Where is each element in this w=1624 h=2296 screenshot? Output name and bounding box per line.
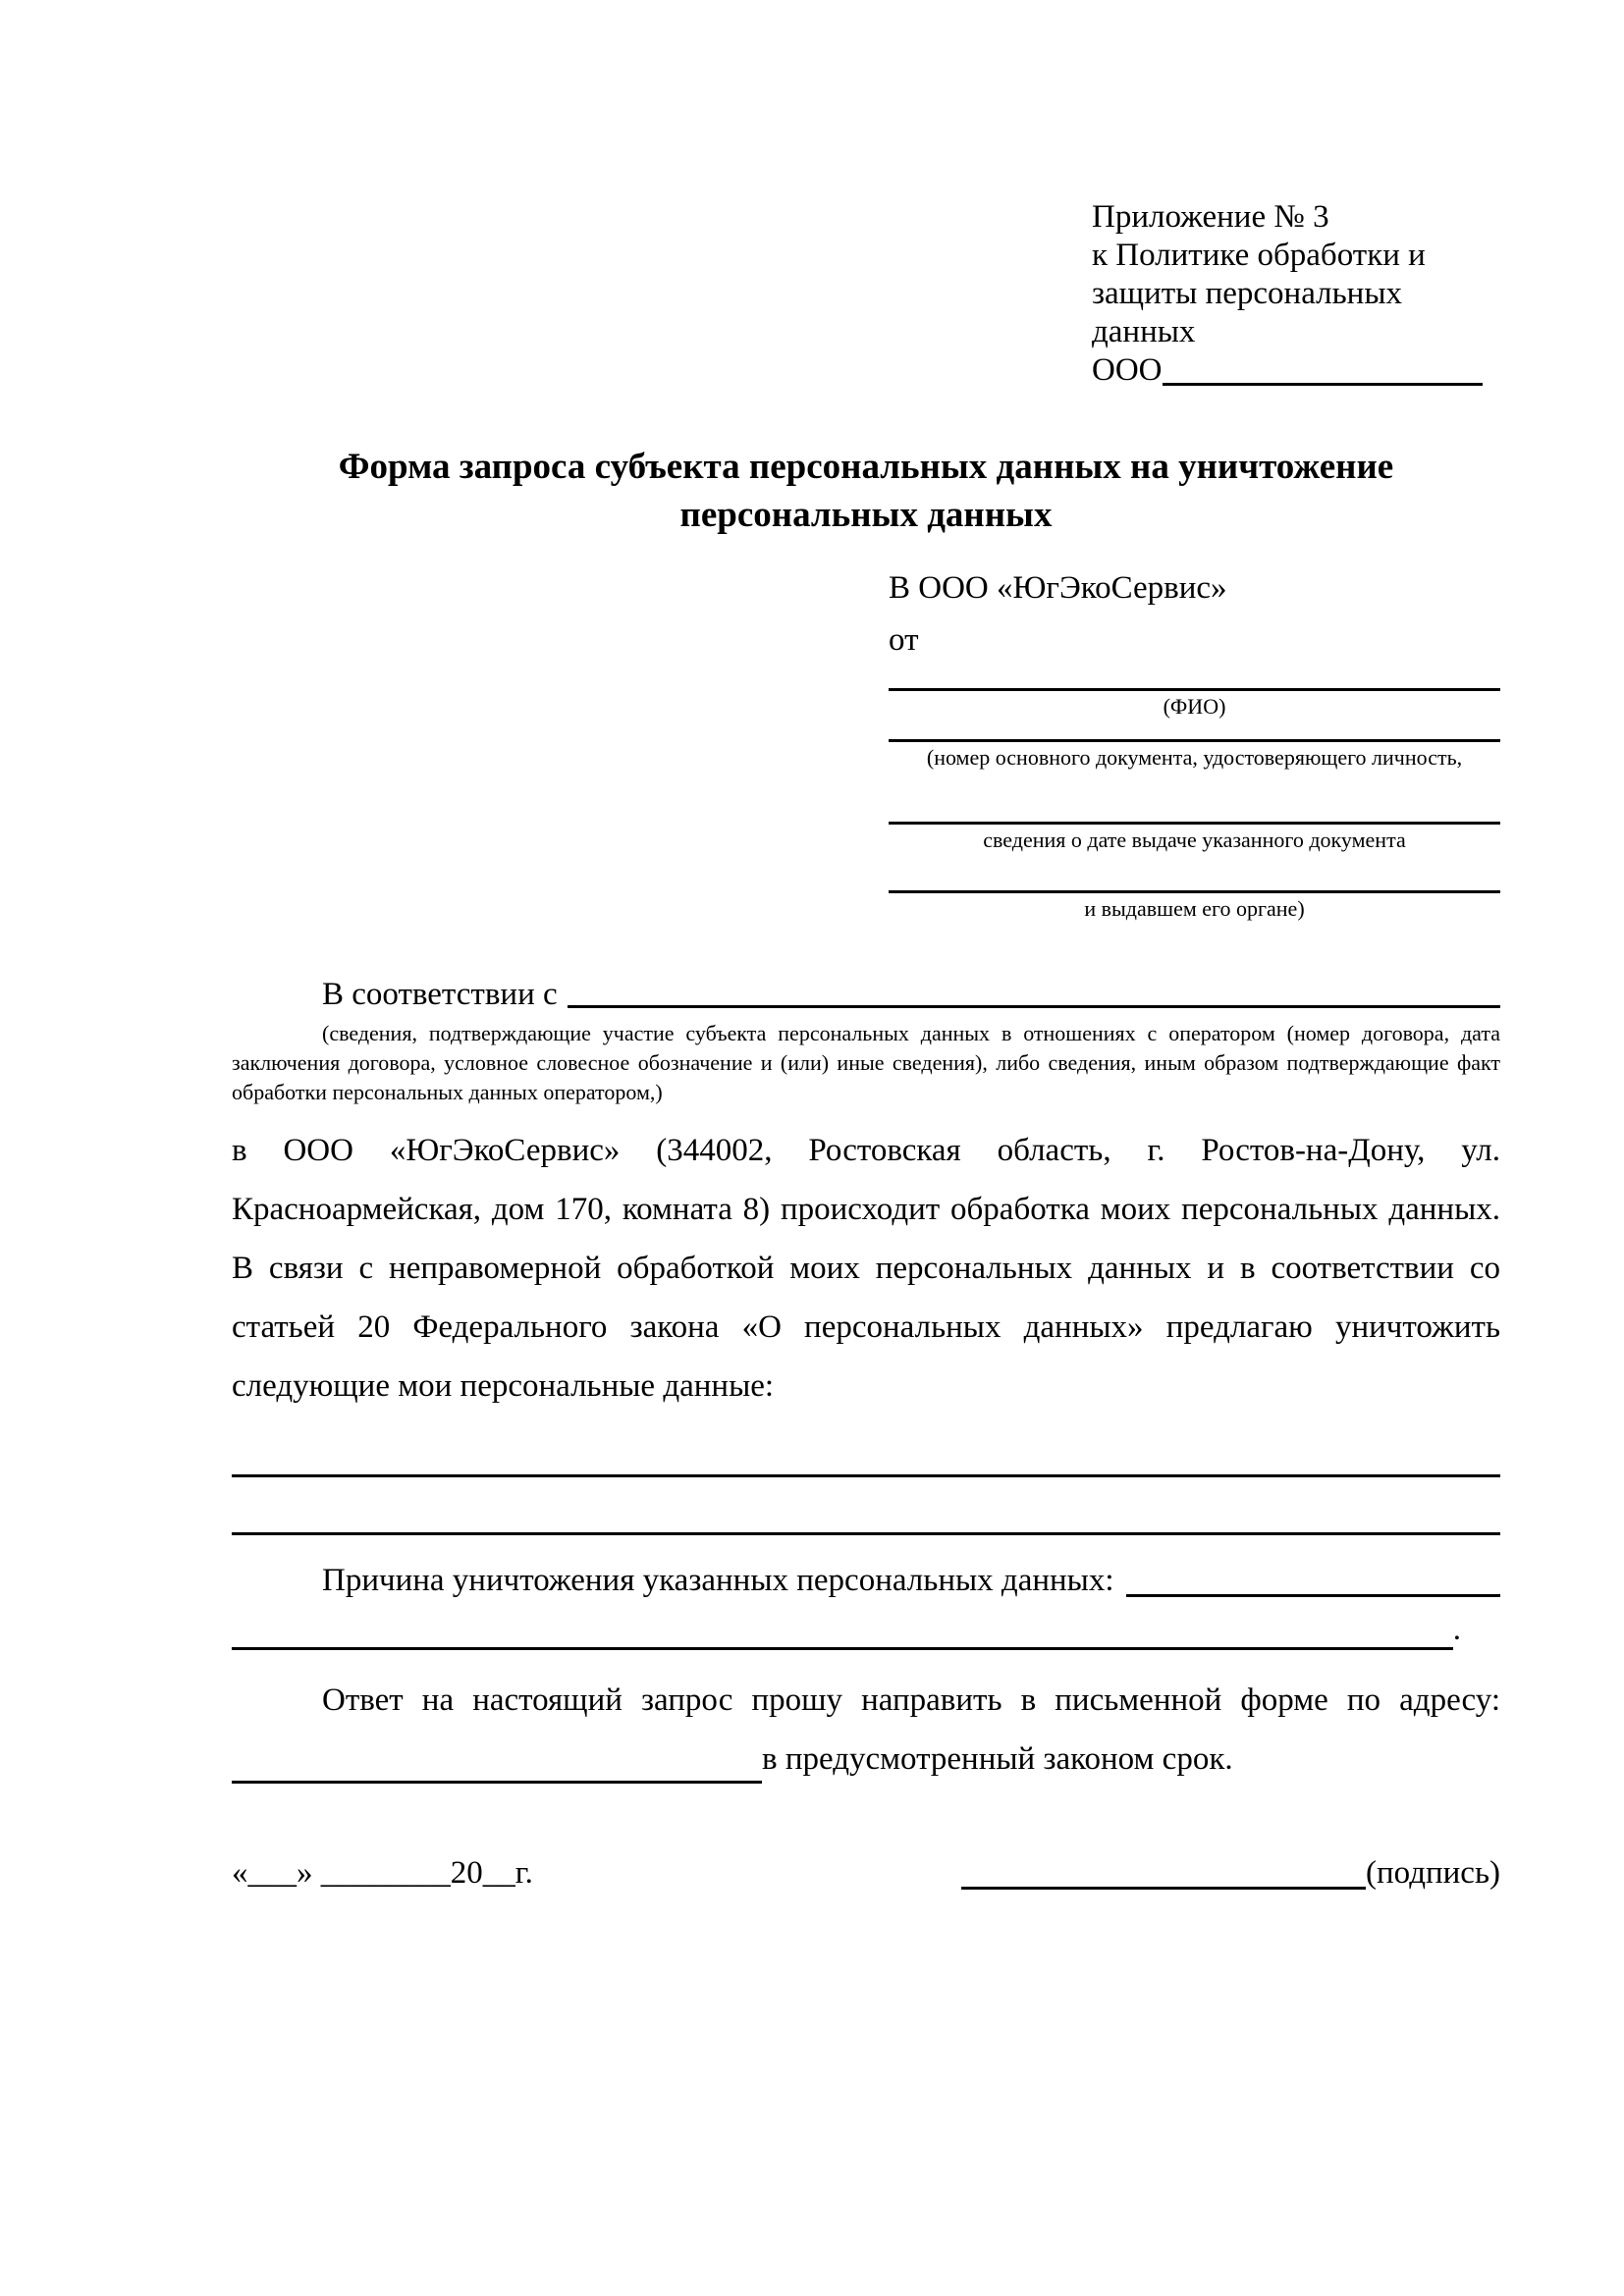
reason-label: Причина уничтожения указанных персональных данных: [322,1563,1114,1598]
form-title-line-2: персональных данных [679,495,1053,535]
body-line-2: Красноармейская, дом 170, комната 8) происходит обработка моих персональных данных. [232,1192,1500,1227]
appendix-line-3: защиты персональных данных [1092,276,1402,349]
addressee-block [889,570,1500,922]
reply-tail: в предусмотренный законом срок. [762,1741,1233,1777]
reason-blank-line [1126,1594,1500,1597]
data-blank-line-2 [232,1532,1500,1535]
date-field: «___» ________20__г. [232,1855,533,1891]
form-title [232,443,1500,539]
addressee-from: от [889,622,919,658]
accordance-blank-line [568,1005,1500,1008]
reason-continuation-row [232,1604,1500,1655]
issue-date-blank-line [889,822,1500,825]
signature-group [961,1851,1500,1895]
address-blank-line [232,1781,762,1784]
issuing-authority-caption: и выдавшем его органе) [1084,896,1305,921]
body-paragraph [232,1121,1500,1415]
accordance-footnote [232,1019,1500,1107]
appendix-header [1092,198,1500,390]
footnote-line-3: обработки персональных данных оператором,) [232,1080,663,1104]
accordance-lead: В соответствии с [322,977,558,1012]
issue-date-caption: сведения о дате выдаче указанного документа [983,828,1406,852]
body-line-5: следующие мои персональные данные: [232,1368,775,1404]
reason-period: . [1452,1612,1461,1647]
footer-row [232,1851,1500,1895]
fio-caption: (ФИО) [1163,694,1226,719]
addressee-to: В ООО «ЮгЭкоСервис» [889,570,1227,606]
reply-text: Ответ на настоящий запрос прошу направить в письменной форме по адресу: [322,1682,1500,1718]
footnote-line-1: (сведения, подтверждающие участие субъекта персональных данных в отношениях с оператором (номер договора, дата [322,1021,1500,1045]
issuing-authority-blank-line [889,890,1500,893]
body-line-3: В связи с неправомерной обработкой моих персональных данных и в соответствии со [232,1251,1500,1286]
org-blank-line [1163,383,1484,386]
doc-number-caption: (номер основного документа, удостоверяющего личность, [926,745,1463,770]
data-blank-line-1 [232,1474,1500,1477]
appendix-line-1: Приложение № 3 [1092,199,1329,235]
footnote-line-2: заключения договора, условное словесное обозначение и (или) иные сведения), либо сведения, иным образом подтверждающие факт [232,1050,1500,1075]
reply-address-row [232,1730,1500,1789]
org-line [1092,351,1500,390]
fio-blank-line [889,688,1500,691]
reason-row [232,1559,1500,1602]
doc-number-blank-line [889,739,1500,742]
reason-continuation-line [232,1647,1453,1650]
form-title-line-1: Форма запроса субъекта персональных данных на уничтожение [338,447,1394,487]
org-prefix: ООО [1092,352,1163,388]
accordance-row [232,977,1500,1013]
body-line-1: в ООО «ЮгЭкоСервис» (344002, Ростовская область, г. Ростов-на-Дону, ул. [232,1133,1500,1168]
signature-blank-line [961,1887,1366,1890]
signature-caption: (подпись) [1366,1855,1500,1891]
appendix-line-2: к Политике обработки и [1092,238,1426,273]
body-line-4: статьей 20 Федерального закона «О персональных данных» предлагаю уничтожить [232,1309,1500,1345]
